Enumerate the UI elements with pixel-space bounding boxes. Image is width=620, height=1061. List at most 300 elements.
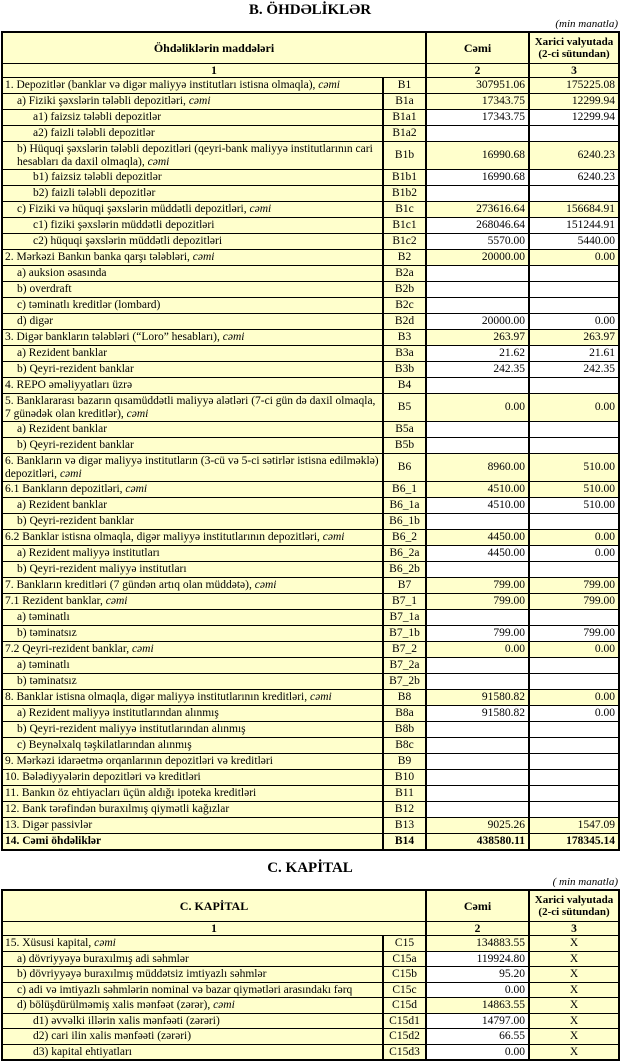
header-row	[2, 32, 619, 64]
table-row	[2, 514, 619, 530]
foreign-currency-value: 263.97	[529, 330, 619, 346]
foreign-currency-value	[529, 770, 619, 786]
foreign-currency-value: 0.00	[529, 690, 619, 706]
foreign-currency-column-header	[529, 32, 619, 64]
total-value: 8960.00	[426, 454, 529, 482]
item-label	[2, 834, 383, 851]
foreign-currency-value	[529, 126, 619, 142]
foreign-currency-value	[529, 186, 619, 202]
table-row	[2, 362, 619, 378]
item-label-text: b) Qeyri-rezident maliyyə institutları	[17, 563, 187, 576]
foreign-currency-value	[529, 282, 619, 298]
item-label-text: 7.1 Rezident banklar,	[5, 595, 106, 608]
section-title-liabilities: B. ÖHDƏLİKLƏR	[248, 2, 372, 18]
item-label-italic-suffix: cəmi	[222, 331, 245, 344]
total-value: 16990.68	[426, 170, 529, 186]
foreign-currency-value: X	[529, 1013, 619, 1029]
item-code: B13	[383, 818, 426, 834]
total-value	[426, 298, 529, 314]
item-code: B6_2b	[383, 562, 426, 578]
column-number-row	[2, 922, 619, 936]
item-code: B1	[383, 78, 426, 94]
foreign-currency-value: 21.61	[529, 346, 619, 362]
item-label-text: a) Rezident maliyyə institutları	[17, 547, 160, 560]
section-liabilities	[0, 2, 620, 851]
item-label	[2, 422, 383, 438]
item-code: B10	[383, 770, 426, 786]
total-value	[426, 438, 529, 454]
table-row	[2, 330, 619, 346]
table-row	[2, 422, 619, 438]
foreign-header-line2: (2-ci sütundan)	[538, 48, 610, 60]
foreign-currency-value	[529, 422, 619, 438]
item-label-text: a) təminatlı	[17, 611, 70, 624]
item-label-text: a2) faizli tələbli depozitlər	[33, 127, 155, 140]
item-code: B3b	[383, 362, 426, 378]
item-label-text: 3. Digər bankların tələbləri (“Loro” hesabları),	[5, 331, 223, 344]
total-value: 14863.55	[426, 998, 529, 1014]
item-label-text: a) Rezident banklar	[17, 423, 108, 436]
section-capital	[0, 860, 620, 1061]
total-value: 17343.75	[426, 94, 529, 110]
table-row	[2, 482, 619, 498]
total-value	[426, 722, 529, 738]
table-row	[2, 314, 619, 330]
item-label	[2, 498, 383, 514]
item-code: B6_2a	[383, 546, 426, 562]
item-label-text: a) auksion əsasında	[17, 267, 107, 280]
foreign-currency-value: 799.00	[529, 594, 619, 610]
item-code: C15c	[383, 982, 426, 998]
total-value	[426, 770, 529, 786]
item-label-text: c2) hüquqi şəxslərin müddətli depozitləri	[33, 235, 223, 248]
item-code: B6_1	[383, 482, 426, 498]
total-value: 20000.00	[426, 250, 529, 266]
foreign-currency-column-header	[529, 890, 619, 922]
table-row	[2, 626, 619, 642]
total-value: 0.00	[426, 982, 529, 998]
total-value: 799.00	[426, 626, 529, 642]
foreign-currency-value: 799.00	[529, 626, 619, 642]
total-value: 4510.00	[426, 498, 529, 514]
item-label-text: c) Beynəlxalq təşkilatlarından alınmış	[17, 739, 192, 752]
foreign-currency-value: 1547.09	[529, 818, 619, 834]
total-column-header: Cəmi	[426, 32, 529, 64]
foreign-currency-value: 799.00	[529, 578, 619, 594]
item-label	[2, 346, 383, 362]
item-label	[2, 186, 383, 202]
item-code: B8	[383, 690, 426, 706]
table-row	[2, 936, 619, 952]
header-row	[2, 890, 619, 922]
total-value: 0.00	[426, 394, 529, 422]
total-value: 91580.82	[426, 690, 529, 706]
table-row	[2, 818, 619, 834]
item-code: C15d	[383, 998, 426, 1014]
foreign-currency-value: X	[529, 998, 619, 1014]
item-label-italic-suffix: cəmi	[59, 467, 82, 480]
table-row	[2, 110, 619, 126]
total-value: 17343.75	[426, 110, 529, 126]
item-code: C15d2	[383, 1029, 426, 1045]
foreign-header-line1: Xarici valyutada	[534, 35, 614, 48]
item-code: C15d1	[383, 1013, 426, 1029]
item-code: B7_1	[383, 594, 426, 610]
item-label-italic-suffix: cəmi	[126, 407, 149, 420]
item-label-text: d) digər	[17, 315, 54, 328]
item-code: B7_1b	[383, 626, 426, 642]
table-row	[2, 186, 619, 202]
foreign-header-line2: (2-ci sütundan)	[538, 906, 610, 918]
item-code: B2a	[383, 266, 426, 282]
item-label-text: 6.1 Bankların depozitləri,	[5, 483, 126, 496]
foreign-currency-value: X	[529, 967, 619, 983]
item-code: B11	[383, 786, 426, 802]
item-label-text: b) Hüquqi şəxslərin tələbli depozitləri (qeyri-bank maliyyə institutlarının cari hesabları da daxil olmaqla),	[17, 143, 373, 168]
item-label-text: b) Qeyri-rezident banklar	[17, 439, 134, 452]
foreign-currency-value	[529, 562, 619, 578]
total-value: 799.00	[426, 594, 529, 610]
table-row	[2, 998, 619, 1014]
items-column-header: C. KAPİTAL	[2, 890, 426, 922]
foreign-currency-value: 0.00	[529, 546, 619, 562]
table-row	[2, 642, 619, 658]
item-label-text: d2) cari ilin xalis mənfəəti (zərəri)	[33, 1030, 192, 1042]
foreign-currency-value: 178345.14	[529, 834, 619, 851]
item-label-text: a) Rezident banklar	[17, 499, 108, 512]
item-code: B5a	[383, 422, 426, 438]
item-label-text: 9. Mərkəzi idarəetmə orqanlarının depozitləri və kreditləri	[5, 755, 273, 768]
item-code: B4	[383, 378, 426, 394]
table-row	[2, 722, 619, 738]
item-label	[2, 967, 383, 983]
foreign-currency-value	[529, 610, 619, 626]
foreign-currency-value: 156684.91	[529, 202, 619, 218]
foreign-currency-value: 0.00	[529, 706, 619, 722]
item-code: B1b	[383, 142, 426, 170]
item-label	[2, 951, 383, 967]
item-code: B1c	[383, 202, 426, 218]
item-label-text: b) təminatsız	[17, 627, 77, 640]
table-row	[2, 234, 619, 250]
foreign-currency-value: 0.00	[529, 530, 619, 546]
item-label-text: a) təminatlı	[17, 659, 70, 672]
total-value	[426, 754, 529, 770]
table-row	[2, 594, 619, 610]
item-label-text: b) Qeyri-rezident maliyyə institutlarından alınmış	[17, 723, 246, 736]
item-label-text: b) overdraft	[17, 283, 72, 296]
item-code: B3	[383, 330, 426, 346]
item-label-text: 14. Cəmi öhdəliklər	[5, 835, 102, 848]
item-label-text: 8. Banklar istisna olmaqla, digər maliyyə institutlarının kreditləri,	[5, 691, 311, 704]
total-column-header: Cəmi	[426, 890, 529, 922]
column-number-3: 3	[529, 922, 619, 936]
total-value: 91580.82	[426, 706, 529, 722]
item-label	[2, 578, 383, 594]
total-value: 95.20	[426, 967, 529, 983]
item-label-italic-suffix: cəmi	[213, 999, 235, 1011]
total-value: 5570.00	[426, 234, 529, 250]
foreign-currency-value	[529, 378, 619, 394]
foreign-currency-value	[529, 658, 619, 674]
foreign-currency-value	[529, 754, 619, 770]
item-label	[2, 642, 383, 658]
column-number-2: 2	[426, 64, 529, 78]
item-label	[2, 594, 383, 610]
item-label-text: d3) kapital ehtiyatları	[33, 1045, 132, 1058]
item-label	[2, 142, 383, 170]
item-label-text: c) adi və imtiyazlı səhmlərin nominal və bazar qiymətləri arasındakı fərq	[17, 983, 353, 996]
table-row	[2, 802, 619, 818]
item-label	[2, 234, 383, 250]
item-code: B1a	[383, 94, 426, 110]
item-label	[2, 126, 383, 142]
table-row	[2, 282, 619, 298]
foreign-currency-value: 6240.23	[529, 142, 619, 170]
table-row	[2, 674, 619, 690]
foreign-currency-value: 510.00	[529, 454, 619, 482]
item-label	[2, 1044, 383, 1060]
foreign-currency-value: 12299.94	[529, 94, 619, 110]
item-label-text: 1. Depozitlər (banklar və digər maliyyə institutları istisna olmaqla),	[5, 79, 319, 92]
item-label	[2, 818, 383, 834]
foreign-currency-value: X	[529, 982, 619, 998]
item-label-text: a) Fiziki şəxslərin tələbli depozitləri,	[17, 95, 189, 108]
item-label	[2, 250, 383, 266]
table-row	[2, 170, 619, 186]
item-label	[2, 514, 383, 530]
total-value: 4510.00	[426, 482, 529, 498]
item-label	[2, 998, 383, 1014]
item-code: B9	[383, 754, 426, 770]
item-code: B7_2	[383, 642, 426, 658]
foreign-currency-value	[529, 738, 619, 754]
item-label	[2, 1029, 383, 1045]
total-value: 4450.00	[426, 530, 529, 546]
item-label	[2, 802, 383, 818]
item-label-text: c) Fiziki və hüquqi şəxslərin müddətli depozitləri,	[17, 203, 250, 216]
table-row	[2, 1029, 619, 1045]
table-row	[2, 298, 619, 314]
item-label	[2, 530, 383, 546]
item-code: B1a2	[383, 126, 426, 142]
item-label-text: a) Rezident maliyyə institutlarından alınmış	[17, 707, 219, 720]
foreign-currency-value: X	[529, 1044, 619, 1060]
table-row	[2, 546, 619, 562]
table-row	[2, 394, 619, 422]
table-row	[2, 951, 619, 967]
item-label-text: c1) fiziki şəxslərin müddətli depozitləri	[33, 219, 215, 232]
item-label-text: b) dövriyyəyə buraxılmış müddətsiz imtiyazlı səhmlər	[17, 968, 267, 980]
item-label-italic-suffix: cəmi	[94, 937, 116, 949]
total-value: 0.00	[426, 1044, 529, 1060]
table-row	[2, 690, 619, 706]
item-label	[2, 454, 383, 482]
total-value	[426, 738, 529, 754]
total-value: 263.97	[426, 330, 529, 346]
item-code: B8c	[383, 738, 426, 754]
total-value	[426, 610, 529, 626]
item-label-italic-suffix: cəmi	[249, 203, 272, 216]
table-row	[2, 250, 619, 266]
total-value	[426, 378, 529, 394]
item-code: B1b2	[383, 186, 426, 202]
table-row	[2, 982, 619, 998]
item-label	[2, 770, 383, 786]
item-label-text: a1) faizsiz tələbli depozitlər	[33, 111, 162, 124]
total-value	[426, 126, 529, 142]
table-row	[2, 202, 619, 218]
item-code: B8b	[383, 722, 426, 738]
item-code: B7	[383, 578, 426, 594]
item-code: B1c2	[383, 234, 426, 250]
total-value: 307951.06	[426, 78, 529, 94]
item-label	[2, 706, 383, 722]
item-label-text: b) təminatsız	[17, 675, 77, 688]
item-label	[2, 738, 383, 754]
table-row	[2, 454, 619, 482]
item-label-italic-suffix: cəmi	[105, 595, 128, 608]
total-value: 21.62	[426, 346, 529, 362]
table-row	[2, 438, 619, 454]
item-label-italic-suffix: cəmi	[188, 95, 211, 108]
total-value	[426, 786, 529, 802]
item-label	[2, 562, 383, 578]
report-page	[0, 2, 620, 1061]
table-row	[2, 346, 619, 362]
item-label	[2, 690, 383, 706]
item-label	[2, 314, 383, 330]
item-label	[2, 754, 383, 770]
foreign-currency-value: 6240.23	[529, 170, 619, 186]
item-label	[2, 1013, 383, 1029]
item-label	[2, 610, 383, 626]
item-label-text: 5. Banklararası bazarın qısamüddətli maliyyə alətləri (7-ci gün də daxil olmaqla, 7 günədək olan kreditlər),	[5, 395, 376, 420]
item-label-italic-suffix: cəmi	[125, 483, 148, 496]
item-label	[2, 626, 383, 642]
item-label	[2, 94, 383, 110]
item-label	[2, 78, 383, 94]
table-row	[2, 378, 619, 394]
total-value	[426, 562, 529, 578]
table-row	[2, 126, 619, 142]
item-label	[2, 936, 383, 952]
foreign-currency-value: X	[529, 951, 619, 967]
item-label-text: 11. Bankın öz ehtiyacları üçün aldığı ipoteka kreditləri	[5, 787, 257, 800]
item-label-text: b) Qeyri-rezident banklar	[17, 515, 134, 528]
item-code: B2c	[383, 298, 426, 314]
item-code: B2	[383, 250, 426, 266]
item-label-text: 10. Bələdiyyələrin depozitləri və kreditləri	[5, 771, 201, 784]
table-row	[2, 738, 619, 754]
liabilities-table	[1, 31, 620, 851]
item-code: B2b	[383, 282, 426, 298]
item-label-italic-suffix: cəmi	[192, 251, 215, 264]
total-value	[426, 266, 529, 282]
table-row	[2, 218, 619, 234]
unit-note-capital: ( min manatla)	[552, 876, 618, 888]
item-label	[2, 786, 383, 802]
total-value: 20000.00	[426, 314, 529, 330]
item-label-italic-suffix: cəmi	[131, 643, 154, 656]
table-row	[2, 498, 619, 514]
total-value: 4450.00	[426, 546, 529, 562]
item-label-italic-suffix: cəmi	[254, 579, 277, 592]
table-row	[2, 78, 619, 94]
item-code: B5b	[383, 438, 426, 454]
item-code: B14	[383, 834, 426, 851]
total-value: 16990.68	[426, 142, 529, 170]
table-row	[2, 1013, 619, 1029]
item-label	[2, 202, 383, 218]
item-label	[2, 722, 383, 738]
table-row	[2, 1044, 619, 1060]
item-code: B12	[383, 802, 426, 818]
foreign-currency-value	[529, 438, 619, 454]
foreign-currency-value: 12299.94	[529, 110, 619, 126]
foreign-currency-value: X	[529, 936, 619, 952]
item-label	[2, 394, 383, 422]
item-label	[2, 674, 383, 690]
table-row	[2, 142, 619, 170]
foreign-currency-value	[529, 298, 619, 314]
item-code: C15b	[383, 967, 426, 983]
item-label-text: 4. REPO əməliyyatları üzrə	[5, 379, 133, 392]
item-code: C15a	[383, 951, 426, 967]
column-number-1: 1	[2, 922, 426, 936]
item-label-text: 2. Mərkəzi Bankın banka qarşı tələbləri,	[5, 251, 193, 264]
item-code: B6_2	[383, 530, 426, 546]
total-value	[426, 186, 529, 202]
table-row	[2, 266, 619, 282]
item-label	[2, 282, 383, 298]
total-value: 14797.00	[426, 1013, 529, 1029]
item-label	[2, 170, 383, 186]
total-value	[426, 802, 529, 818]
item-label-italic-suffix: cəmi	[322, 531, 345, 544]
item-label-text: b) Qeyri-rezident banklar	[17, 363, 134, 376]
total-value: 9025.26	[426, 818, 529, 834]
foreign-currency-value: 0.00	[529, 394, 619, 422]
table-row	[2, 658, 619, 674]
item-label	[2, 378, 383, 394]
item-label-text: 6. Bankların və digər maliyyə institutların (3-cü və 5-ci sətirlər istisna edilməklə) depozitləri,	[5, 455, 379, 480]
items-column-header: Öhdəliklərin maddələri	[2, 32, 426, 64]
table-row	[2, 94, 619, 110]
item-label-text: b1) faizsiz tələbli depozitlər	[33, 171, 162, 184]
foreign-currency-value	[529, 674, 619, 690]
item-label-text: b2) faizli tələbli depozitlər	[33, 187, 156, 200]
item-label	[2, 266, 383, 282]
foreign-currency-value: 5440.00	[529, 234, 619, 250]
total-value: 66.55	[426, 1029, 529, 1045]
item-code: B6	[383, 454, 426, 482]
item-code: B7_1a	[383, 610, 426, 626]
item-label-text: a) Rezident banklar	[17, 347, 108, 360]
table-row	[2, 530, 619, 546]
item-label	[2, 110, 383, 126]
item-label-italic-suffix: cəmi	[310, 691, 332, 704]
foreign-currency-value	[529, 266, 619, 282]
item-label	[2, 658, 383, 674]
item-label	[2, 298, 383, 314]
total-value	[426, 422, 529, 438]
item-label-text: a) dövriyyəyə buraxılmış adi səhmlər	[17, 952, 189, 965]
capital-table	[1, 889, 620, 1061]
foreign-currency-value: 242.35	[529, 362, 619, 378]
item-code: B1a1	[383, 110, 426, 126]
item-label	[2, 982, 383, 998]
